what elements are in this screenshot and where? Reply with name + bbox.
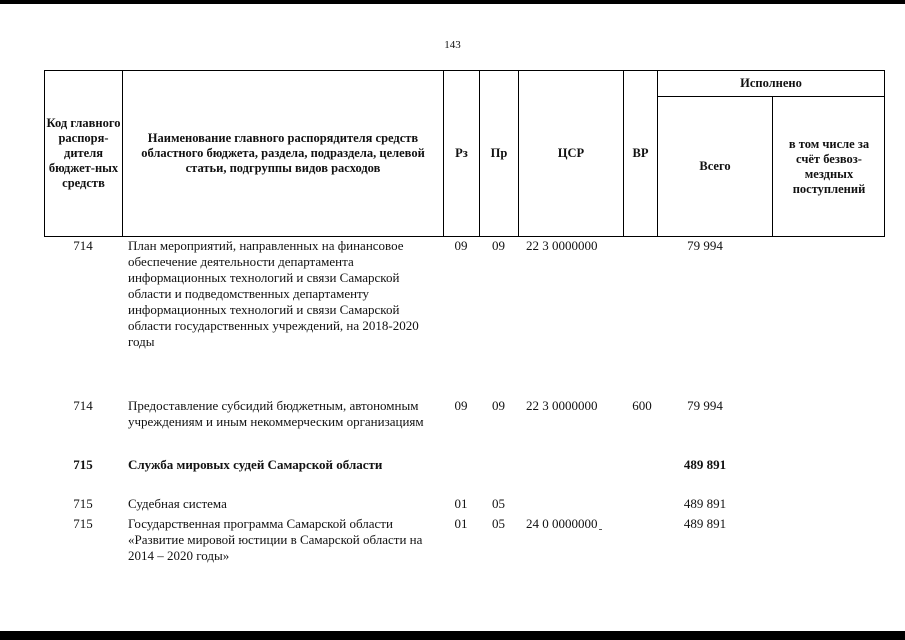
row-total: 489 891 — [683, 457, 727, 472]
row-pr: 09 — [492, 398, 505, 413]
row-code: 715 — [73, 496, 93, 511]
top-border-bar — [0, 0, 905, 4]
row-name: План мероприятий, направленных на финансовое обеспечение деятельности департамента информационных технологий и связи Самарской области и подведомственных департаменту информационных технологий и связи Самарской области государственных учреждений, на 2018-2020 годы — [128, 238, 419, 349]
row-csr: 22 3 0000000 — [526, 398, 598, 413]
row-rz: 01 — [454, 516, 468, 531]
row-csr: 22 3 0000000 — [526, 238, 598, 253]
row-pr: 09 — [492, 238, 505, 253]
header-executed: Исполнено — [740, 76, 802, 90]
row-name: Судебная система — [128, 496, 227, 511]
header-pr: Пр — [490, 146, 508, 160]
row-code: 714 — [73, 398, 93, 413]
row-name: Государственная программа Самарской области «Развитие мировой юстиции в Самарской области на 2014 – 2020 годы» — [128, 516, 423, 563]
row-rz: 09 — [454, 238, 468, 253]
row-code: 715 — [73, 457, 93, 472]
header-vr: ВР — [632, 146, 649, 160]
row-total: 79 994 — [687, 398, 723, 413]
row-pr: 05 — [492, 496, 505, 511]
row-vr: 600 — [632, 398, 652, 413]
header-incl: в том числе за счёт безвоз-мездных поступлений — [788, 136, 870, 196]
row-total: 489 891 — [683, 516, 727, 531]
row-pr: 05 — [492, 516, 505, 531]
row-name: Предоставление субсидий бюджетным, автономным учреждениям и иным некоммерческим организациям — [128, 398, 424, 429]
row-rz: 09 — [454, 398, 468, 413]
header-name: Наименование главного распорядителя средств областного бюджета, раздела, подраздела, целевой статьи, подгруппы видов расходов — [141, 131, 425, 175]
header-total: Всего — [699, 159, 731, 173]
row-csr: 24 0 0000000 — [526, 516, 598, 531]
scan-speck — [599, 529, 602, 530]
header-code: Код главного распоря-дителя бюджет-ных средств — [46, 116, 121, 190]
row-name: Служба мировых судей Самарской области — [128, 457, 383, 472]
bottom-border-bar — [0, 631, 905, 640]
row-total: 79 994 — [687, 238, 723, 253]
row-rz: 01 — [454, 496, 468, 511]
header-rz: Рз — [455, 146, 468, 160]
row-code: 714 — [73, 238, 93, 253]
row-total: 489 891 — [683, 496, 727, 511]
row-code: 715 — [73, 516, 93, 531]
header-csr: ЦСР — [557, 146, 585, 160]
page-number: 143 — [444, 39, 461, 51]
